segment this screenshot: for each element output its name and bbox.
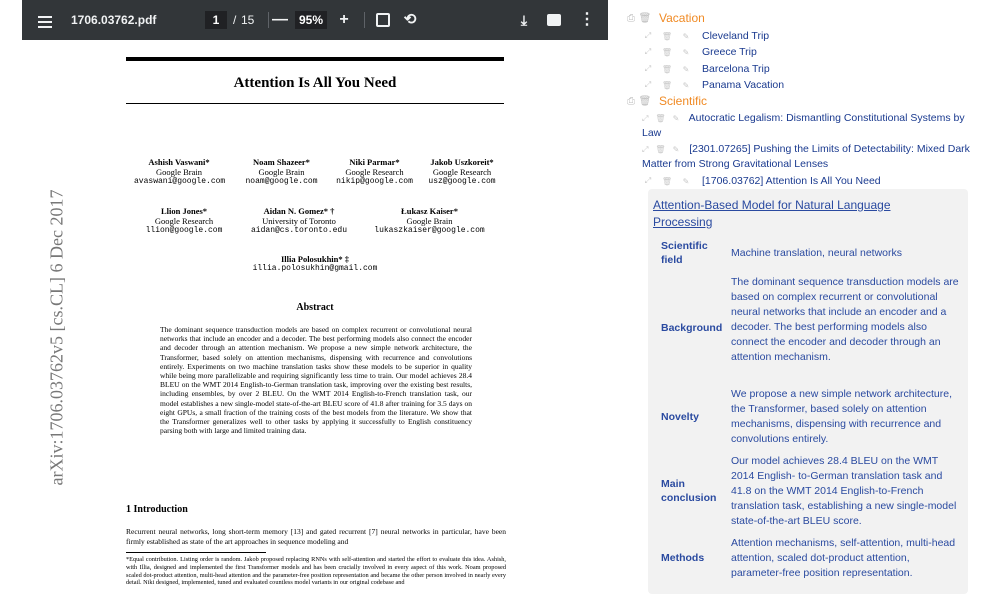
author-block	[332, 157, 417, 187]
list-item[interactable]	[642, 45, 757, 59]
author-name: Illia Polosukhin* ‡	[280, 254, 350, 264]
field-value: Attention mechanisms, self-attention, multi-head attention, scaled dot-product attention, parameter-free position representation.	[731, 537, 956, 579]
card-title[interactable]: Attention-Based Model for Natural Language Processing	[653, 198, 891, 229]
list-item[interactable]	[642, 62, 770, 76]
expand-icon[interactable]: ⤢	[644, 64, 652, 73]
expand-icon[interactable]: ⤢	[642, 145, 649, 154]
pdf-page	[22, 40, 608, 600]
trash-icon[interactable]: 🗑	[638, 95, 652, 107]
author-email: lukaszkaiser@google.com	[374, 226, 485, 235]
field-label: Scientific field	[661, 240, 708, 266]
trash-icon[interactable]: 🗑	[655, 145, 666, 154]
author-block	[240, 254, 390, 274]
list-item[interactable]	[642, 111, 982, 141]
expand-icon[interactable]: ⤢	[644, 176, 652, 185]
abstract-heading: Abstract	[296, 302, 334, 313]
author-name: Ashish Vaswani*	[148, 157, 210, 167]
trash-icon[interactable]: 🗑	[661, 176, 673, 186]
paper-title: Attention Is All You Need	[233, 75, 397, 91]
author-affiliation: University of Toronto	[262, 216, 336, 226]
field-value: The dominant sequence transduction models are based on complex recurrent or convolutional neural networks that include an encoder and a decoder. The best performing models also connect the encoder and decoder through an attention mechanism.	[731, 276, 959, 363]
author-block	[420, 157, 504, 187]
footnote-text: *Equal contribution. Listing order is random. Jakob proposed replacing RNNs with self-attention and started the effort to evaluate this idea. Ashish, with Illia, designed and implemented the first Transformer models and has been crucially involved in every aspect of this work. Noam proposed scaled dot-product attention, multi-head attention and the parameter-free position representation and became the other person involved in nearly every detail. Niki designed, implemented, tuned and evaluated countless model variants in our original codebase and	[126, 556, 506, 587]
more-options-icon[interactable]: ⋮	[579, 11, 595, 28]
edit-icon[interactable]: ✎	[682, 64, 690, 74]
author-block	[244, 206, 354, 236]
author-block	[134, 206, 234, 236]
list-item[interactable]	[642, 174, 881, 188]
field-label: Methods	[661, 552, 705, 564]
expand-icon[interactable]: ⤢	[644, 47, 652, 56]
author-email: noam@google.com	[245, 177, 318, 186]
item-link[interactable]: Greece Trip	[702, 46, 757, 58]
field-value: We propose a new simple network architecture, the Transformer, based solely on attention mechanisms, dispensing with recurrence and convolutions entirely.	[731, 388, 952, 445]
arxiv-stamp: arXiv:1706.03762v5 [cs.CL] 6 Dec 2017	[46, 189, 67, 486]
abstract-text: The dominant sequence transduction models are based on complex recurrent or convolutional neural networks that include an encoder and a decoder. The best performing models also connect the encoder and decoder through an attention mechanism. We propose a new simple network architecture, the Transformer, based solely on attention mechanisms, dispensing with recurrence and convolutions entirely. Experiments on two machine translation tasks show these models to be superior in quality while being more parallelizable and requiring significantly less time to train. Our model achieves 28.4 BLEU on the WMT 2014 English-to-German translation task, improving over the existing best results, including ensembles, by over 2 BLEU. On the WMT 2014 English-to-French translation task, our model establishes a new single-model state-of-the-art BLEU score of 41.8 after training for 3.5 days on eight GPUs, a small fraction of the training costs of the best models from the literature. We show that the Transformer generalizes well to other tasks by applying it successfully to English constituency parsing both with large and limited training data.	[160, 325, 472, 436]
zoom-in-button[interactable]: +	[339, 11, 349, 28]
rotate-icon[interactable]: ⟲	[403, 11, 417, 28]
field-label: Background	[661, 322, 723, 334]
pdf-viewer	[22, 0, 608, 600]
edit-icon[interactable]: ✎	[672, 145, 680, 154]
author-affiliation: Google Brain	[155, 167, 203, 177]
print-icon[interactable]	[547, 14, 561, 26]
print-icon[interactable]: ⎙	[627, 12, 635, 24]
author-block	[362, 206, 497, 236]
author-affiliation: Google Research	[432, 167, 492, 177]
list-item[interactable]	[642, 29, 769, 43]
expand-icon[interactable]: ⤢	[642, 114, 649, 123]
toolbar-divider	[364, 12, 365, 28]
toolbar-divider	[268, 12, 269, 28]
category-name[interactable]: Scientific	[659, 94, 708, 108]
author-affiliation: Google Brain	[258, 167, 305, 177]
author-name: Llion Jones*	[160, 206, 208, 216]
trash-icon[interactable]: 🗑	[661, 31, 673, 41]
title-rule-top	[126, 57, 504, 61]
author-affiliation: Google Brain	[406, 216, 453, 226]
field-value: Our model achieves 28.4 BLEU on the WMT 2014 English- to-German translation task and 41.8 on the WMT 2014 English-to-French translation task, establishing a new single-model state-of-the-art BLEU score.	[731, 455, 957, 527]
edit-icon[interactable]: ✎	[682, 47, 690, 57]
page-separator: /	[233, 13, 237, 27]
author-email: avaswani@google.com	[134, 177, 226, 186]
zoom-level-input[interactable]: 95%	[295, 11, 327, 29]
author-email: illia.polosukhin@gmail.com	[252, 264, 378, 273]
edit-icon[interactable]: ✎	[672, 114, 680, 123]
item-link[interactable]: Cleveland Trip	[702, 30, 770, 42]
edit-icon[interactable]: ✎	[682, 31, 690, 41]
field-label: Novelty	[661, 411, 699, 423]
page-total: 15	[241, 13, 255, 27]
author-name: Noam Shazeer*	[253, 157, 310, 167]
expand-icon[interactable]: ⤢	[644, 80, 652, 89]
category-vacation[interactable]	[624, 10, 705, 26]
author-affiliation: Google Research	[345, 167, 404, 177]
item-link[interactable]: [1706.03762] Attention Is All You Need	[702, 175, 881, 187]
item-link[interactable]: Panama Vacation	[702, 79, 785, 91]
author-name: Łukasz Kaiser*	[401, 206, 458, 216]
author-name: Jakob Uszkoreit*	[430, 157, 494, 167]
field-label: Main conclusion	[661, 478, 717, 504]
author-email: llion@google.com	[145, 226, 223, 235]
item-link[interactable]: Autocratic Legalism: Dismantling Constitutional Systems by Law	[642, 112, 965, 139]
summary-card	[648, 189, 968, 594]
author-block	[134, 157, 224, 187]
title-rule-bottom	[126, 103, 504, 104]
trash-icon[interactable]: 🗑	[638, 12, 652, 24]
author-email: usz@google.com	[428, 177, 496, 186]
zoom-out-button[interactable]: —	[272, 11, 288, 28]
author-block	[234, 157, 329, 187]
trash-icon[interactable]: 🗑	[661, 64, 673, 74]
field-value: Machine translation, neural networks	[731, 247, 903, 259]
expand-icon[interactable]: ⤢	[644, 31, 652, 40]
intro-text: Recurrent neural networks, long short-term memory [13] and gated recurrent [7] neural networks in particular, have been firmly established as state of the art approaches in sequence modeling and	[126, 527, 506, 546]
trash-icon[interactable]: 🗑	[661, 47, 673, 57]
file-name: 1706.03762.pdf	[71, 13, 157, 27]
print-icon[interactable]: ⎙	[627, 95, 635, 107]
category-name[interactable]: Vacation	[659, 11, 705, 25]
footnote-rule	[126, 552, 266, 553]
author-affiliation: Google Research	[154, 216, 214, 226]
author-email: aidan@cs.toronto.edu	[250, 226, 347, 235]
author-email: nikip@google.com	[336, 177, 413, 186]
fit-page-icon[interactable]	[376, 13, 390, 27]
item-link[interactable]: [2301.07265] Pushing the Limits of Detectability: Mixed Dark Matter from Strong Gravitational Lenses	[642, 143, 970, 170]
menu-icon[interactable]	[36, 13, 54, 27]
list-item[interactable]	[642, 78, 784, 92]
edit-icon[interactable]: ✎	[682, 176, 690, 186]
download-icon[interactable]: ⤓	[520, 12, 528, 28]
author-name: Aidan N. Gomez* †	[263, 206, 335, 216]
item-link[interactable]: Barcelona Trip	[702, 63, 770, 75]
trash-icon[interactable]: 🗑	[661, 80, 673, 90]
trash-icon[interactable]: 🗑	[655, 114, 666, 123]
category-scientific[interactable]	[624, 93, 707, 109]
pdf-toolbar	[22, 0, 608, 40]
section-heading: 1 Introduction	[126, 504, 188, 515]
collections-panel	[618, 0, 1000, 600]
edit-icon[interactable]: ✎	[682, 80, 690, 90]
author-name: Niki Parmar*	[349, 157, 400, 167]
list-item[interactable]	[642, 142, 982, 172]
page-number-input[interactable]: 1	[205, 11, 227, 29]
